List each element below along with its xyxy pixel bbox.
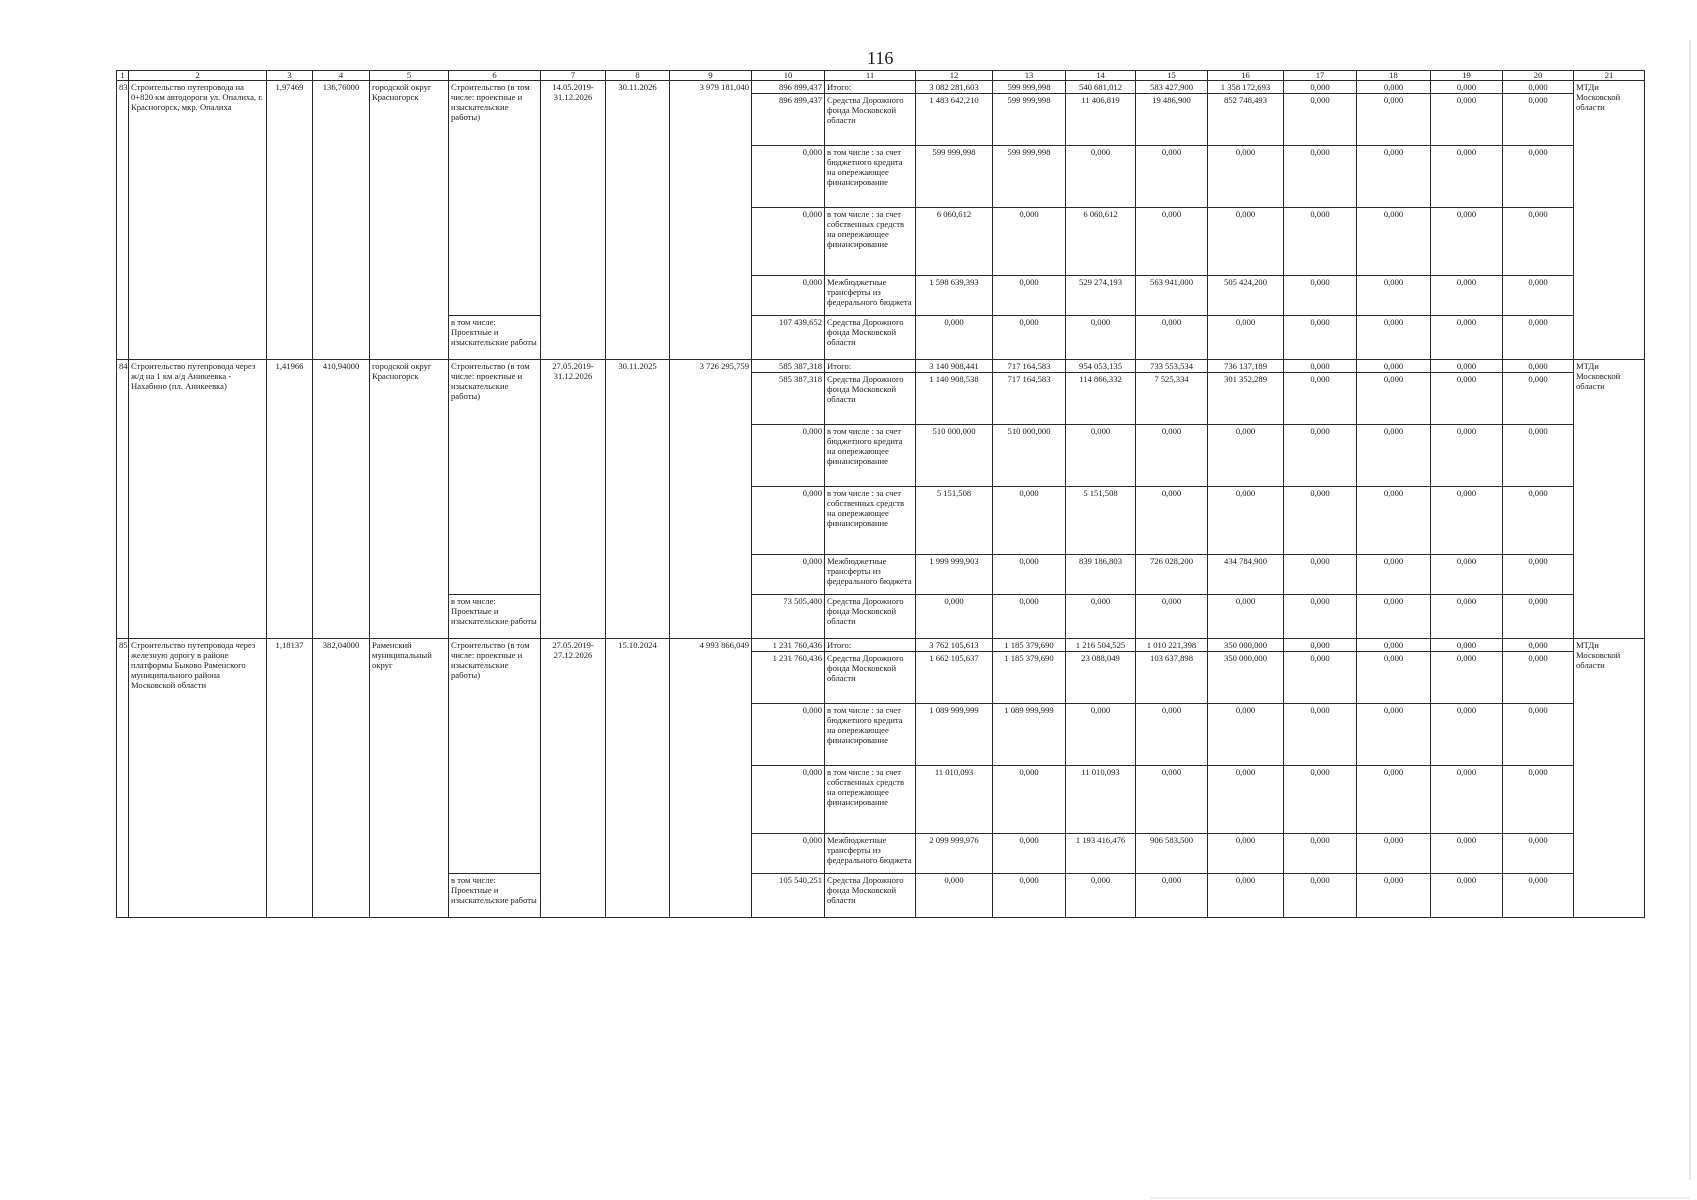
amount-cell: 0,000	[1431, 81, 1503, 94]
amount-cell: 0,000	[1136, 146, 1208, 208]
project-name: Строительство путепровода через ж/д на 1 км а/д Аникеевка - Нахабино (пл. Аникеевка)	[129, 360, 267, 639]
amount-cell: 0,000	[1357, 94, 1431, 146]
column-header: 19	[1431, 71, 1503, 81]
amount-cell: 0,000	[993, 766, 1066, 834]
amount-cell: 0,000	[1357, 555, 1431, 595]
amount-cell: 0,000	[1066, 146, 1136, 208]
amount-cell: 0,000	[1357, 425, 1431, 487]
completion-date: 15.10.2024	[606, 639, 670, 918]
amount-cell: 103 637,898	[1136, 652, 1208, 704]
amount-cell: 599 999,998	[993, 146, 1066, 208]
amount-cell: 1 999 999,903	[916, 555, 993, 595]
prior-funding: 585 387,318	[752, 373, 825, 425]
amount-cell: 0,000	[1503, 360, 1574, 373]
column-header: 7	[541, 71, 606, 81]
total-cost: 4 993 866,049	[670, 639, 752, 918]
funding-source: в том числе : за счет собственных средств на опережающее финансирование	[825, 766, 916, 834]
amount-cell: 0,000	[1503, 316, 1574, 360]
funding-source: Итого:	[825, 360, 916, 373]
column-header: 17	[1284, 71, 1357, 81]
amount-cell: 0,000	[1503, 146, 1574, 208]
amount-cell: 0,000	[1066, 595, 1136, 639]
amount-cell: 0,000	[1208, 425, 1284, 487]
work-type-design: в том числе: Проектные и изыскательские работы	[449, 316, 541, 360]
column-header: 20	[1503, 71, 1574, 81]
work-type: Строительство (в том числе: проектные и изыскательские работы)	[449, 360, 541, 595]
amount-cell: 0,000	[1357, 276, 1431, 316]
amount-cell: 0,000	[1357, 639, 1431, 652]
amount-cell: 0,000	[1284, 146, 1357, 208]
amount-cell: 0,000	[1357, 360, 1431, 373]
amount-cell: 0,000	[1136, 874, 1208, 918]
column-header: 16	[1208, 71, 1284, 81]
column-header: 9	[670, 71, 752, 81]
amount-cell: 0,000	[1208, 316, 1284, 360]
amount-cell: 1 185 379,690	[993, 639, 1066, 652]
table-row	[117, 360, 1645, 373]
amount-cell: 0,000	[916, 874, 993, 918]
prior-funding: 1 231 760,436	[752, 639, 825, 652]
amount-cell: 0,000	[1284, 94, 1357, 146]
column-header: 18	[1357, 71, 1431, 81]
amount-cell: 0,000	[1136, 425, 1208, 487]
amount-cell: 0,000	[1284, 81, 1357, 94]
amount-cell: 717 164,583	[993, 373, 1066, 425]
amount-cell: 505 424,200	[1208, 276, 1284, 316]
prior-funding: 0,000	[752, 208, 825, 276]
amount-cell: 599 999,998	[993, 81, 1066, 94]
prior-funding: 107 439,652	[752, 316, 825, 360]
amount-cell: 0,000	[1357, 373, 1431, 425]
project-name: Строительство путепровода через железную дорогу в районе платформы Быково Раменского муниципального района Московской области	[129, 639, 267, 918]
prior-funding: 1 231 760,436	[752, 652, 825, 704]
municipality: городской округ Красногорск	[370, 360, 449, 639]
amount-cell: 19 486,900	[1136, 94, 1208, 146]
amount-cell: 540 681,012	[1066, 81, 1136, 94]
row-number: 85	[117, 639, 129, 918]
prior-funding: 0,000	[752, 834, 825, 874]
amount-cell: 0,000	[1503, 276, 1574, 316]
completion-date: 30.11.2025	[606, 360, 670, 639]
work-type-design: в том числе: Проектные и изыскательские работы	[449, 595, 541, 639]
amount-cell: 599 999,998	[916, 146, 993, 208]
amount-cell: 0,000	[916, 316, 993, 360]
column-header: 12	[916, 71, 993, 81]
amount-cell: 0,000	[1431, 146, 1503, 208]
area-value: 136,76000	[313, 81, 370, 360]
prior-funding: 0,000	[752, 555, 825, 595]
amount-cell: 23 088,049	[1066, 652, 1136, 704]
amount-cell: 0,000	[1503, 652, 1574, 704]
amount-cell: 0,000	[1066, 425, 1136, 487]
column-header: 4	[313, 71, 370, 81]
amount-cell: 0,000	[1284, 487, 1357, 555]
amount-cell: 0,000	[1503, 425, 1574, 487]
amount-cell: 0,000	[993, 487, 1066, 555]
amount-cell: 583 427,900	[1136, 81, 1208, 94]
prior-funding: 0,000	[752, 276, 825, 316]
funding-source: Межбюджетные трансферты из федерального бюджета	[825, 276, 916, 316]
amount-cell: 0,000	[1431, 595, 1503, 639]
column-header: 15	[1136, 71, 1208, 81]
amount-cell: 0,000	[1431, 208, 1503, 276]
column-header: 5	[370, 71, 449, 81]
column-header: 8	[606, 71, 670, 81]
amount-cell: 0,000	[1066, 874, 1136, 918]
amount-cell: 599 999,998	[993, 94, 1066, 146]
amount-cell: 0,000	[1136, 208, 1208, 276]
amount-cell: 0,000	[1208, 766, 1284, 834]
row-number: 84	[117, 360, 129, 639]
amount-cell: 0,000	[1284, 652, 1357, 704]
funding-source: в том числе : за счет собственных средств на опережающее финансирование	[825, 208, 916, 276]
amount-cell: 0,000	[1284, 555, 1357, 595]
funding-source: Средства Дорожного фонда Московской области	[825, 373, 916, 425]
responsible-body: МТДи Московской области	[1574, 81, 1645, 360]
amount-cell: 0,000	[1284, 316, 1357, 360]
amount-cell: 852 748,493	[1208, 94, 1284, 146]
amount-cell: 0,000	[1503, 373, 1574, 425]
column-header: 21	[1574, 71, 1645, 81]
amount-cell: 0,000	[1431, 487, 1503, 555]
amount-cell: 0,000	[1284, 704, 1357, 766]
amount-cell: 0,000	[1284, 373, 1357, 425]
amount-cell: 0,000	[1284, 360, 1357, 373]
column-header: 1	[117, 71, 129, 81]
total-cost: 3 726 295,759	[670, 360, 752, 639]
amount-cell: 0,000	[993, 595, 1066, 639]
municipality: городской округ Красногорск	[370, 81, 449, 360]
prior-funding: 896 899,437	[752, 94, 825, 146]
amount-cell: 6 060,612	[916, 208, 993, 276]
amount-cell: 0,000	[993, 276, 1066, 316]
amount-cell: 0,000	[1357, 766, 1431, 834]
amount-cell: 0,000	[1208, 834, 1284, 874]
prior-funding: 0,000	[752, 425, 825, 487]
column-header: 2	[129, 71, 267, 81]
amount-cell: 0,000	[1431, 373, 1503, 425]
amount-cell: 0,000	[1284, 208, 1357, 276]
amount-cell: 0,000	[1503, 81, 1574, 94]
column-header: 6	[449, 71, 541, 81]
amount-cell: 0,000	[1208, 704, 1284, 766]
amount-cell: 0,000	[1503, 704, 1574, 766]
capacity-value: 1,41966	[267, 360, 313, 639]
prior-funding: 0,000	[752, 704, 825, 766]
work-period: 27.05.2019-27.12.2026	[541, 639, 606, 918]
project-name: Строительство путепровода на 0+820 км автодороги ул. Опалиха, г. Красногорск, мкр. Опалиха	[129, 81, 267, 360]
amount-cell: 0,000	[1431, 555, 1503, 595]
amount-cell: 0,000	[1431, 276, 1503, 316]
funding-source: Средства Дорожного фонда Московской области	[825, 595, 916, 639]
amount-cell: 1 598 639,393	[916, 276, 993, 316]
amount-cell: 0,000	[1431, 834, 1503, 874]
responsible-body: МТДи Московской области	[1574, 360, 1645, 639]
financing-table	[116, 70, 1645, 918]
amount-cell: 726 028,200	[1136, 555, 1208, 595]
amount-cell: 3 140 908,441	[916, 360, 993, 373]
funding-source: Межбюджетные трансферты из федерального бюджета	[825, 834, 916, 874]
amount-cell: 0,000	[1136, 595, 1208, 639]
funding-source: Итого:	[825, 639, 916, 652]
amount-cell: 0,000	[1431, 360, 1503, 373]
amount-cell: 0,000	[1208, 595, 1284, 639]
amount-cell: 510 000,000	[993, 425, 1066, 487]
amount-cell: 0,000	[1431, 94, 1503, 146]
table-row	[117, 81, 1645, 94]
page-number: 116	[867, 48, 894, 68]
amount-cell: 733 553,534	[1136, 360, 1208, 373]
amount-cell: 0,000	[1357, 874, 1431, 918]
amount-cell: 7 525,334	[1136, 373, 1208, 425]
amount-cell: 0,000	[1431, 639, 1503, 652]
column-header: 11	[825, 71, 916, 81]
amount-cell: 0,000	[1431, 874, 1503, 918]
amount-cell: 11 406,819	[1066, 94, 1136, 146]
prior-funding: 73 505,400	[752, 595, 825, 639]
amount-cell: 0,000	[1503, 555, 1574, 595]
funding-source: в том числе : за счет бюджетного кредита на опережающее финансирование	[825, 425, 916, 487]
municipality: Раменский муниципальный округ	[370, 639, 449, 918]
funding-source: в том числе : за счет бюджетного кредита на опережающее финансирование	[825, 146, 916, 208]
amount-cell: 0,000	[1284, 425, 1357, 487]
amount-cell: 11 010,093	[1066, 766, 1136, 834]
amount-cell: 1 140 908,538	[916, 373, 993, 425]
amount-cell: 5 151,508	[916, 487, 993, 555]
amount-cell: 0,000	[1284, 766, 1357, 834]
amount-cell: 1 358 172,693	[1208, 81, 1284, 94]
amount-cell: 0,000	[1503, 834, 1574, 874]
funding-source: Средства Дорожного фонда Московской области	[825, 652, 916, 704]
prior-funding: 0,000	[752, 766, 825, 834]
table-row	[117, 639, 1645, 652]
amount-cell: 350 000,000	[1208, 652, 1284, 704]
amount-cell: 563 941,000	[1136, 276, 1208, 316]
amount-cell: 0,000	[1431, 766, 1503, 834]
funding-source: в том числе : за счет собственных средств на опережающее финансирование	[825, 487, 916, 555]
amount-cell: 0,000	[1503, 766, 1574, 834]
amount-cell: 0,000	[1431, 425, 1503, 487]
amount-cell: 1 216 504,525	[1066, 639, 1136, 652]
amount-cell: 1 089 999,999	[916, 704, 993, 766]
amount-cell: 0,000	[916, 595, 993, 639]
prior-funding: 0,000	[752, 487, 825, 555]
amount-cell: 0,000	[1066, 316, 1136, 360]
funding-source: Средства Дорожного фонда Московской области	[825, 94, 916, 146]
column-number-row	[117, 71, 1645, 81]
responsible-body: МТДи Московской области	[1574, 639, 1645, 918]
work-period: 14.05.2019-31.12.2026	[541, 81, 606, 360]
capacity-value: 1,18137	[267, 639, 313, 918]
amount-cell: 0,000	[1431, 652, 1503, 704]
amount-cell: 717 164,583	[993, 360, 1066, 373]
amount-cell: 0,000	[1431, 316, 1503, 360]
amount-cell: 0,000	[1208, 208, 1284, 276]
amount-cell: 6 060,612	[1066, 208, 1136, 276]
amount-cell: 0,000	[1503, 208, 1574, 276]
amount-cell: 0,000	[1431, 704, 1503, 766]
amount-cell: 1 089 999,999	[993, 704, 1066, 766]
amount-cell: 0,000	[1357, 208, 1431, 276]
amount-cell: 0,000	[1503, 595, 1574, 639]
amount-cell: 3 762 105,613	[916, 639, 993, 652]
row-number: 83	[117, 81, 129, 360]
amount-cell: 0,000	[1503, 874, 1574, 918]
funding-source: Межбюджетные трансферты из федерального бюджета	[825, 555, 916, 595]
amount-cell: 1 193 416,476	[1066, 834, 1136, 874]
completion-date: 30.11.2026	[606, 81, 670, 360]
amount-cell: 0,000	[993, 834, 1066, 874]
column-header: 13	[993, 71, 1066, 81]
amount-cell: 0,000	[1208, 146, 1284, 208]
prior-funding: 585 387,318	[752, 360, 825, 373]
amount-cell: 0,000	[993, 555, 1066, 595]
amount-cell: 0,000	[1503, 487, 1574, 555]
funding-source: Средства Дорожного фонда Московской области	[825, 316, 916, 360]
amount-cell: 0,000	[1503, 639, 1574, 652]
funding-source: Итого:	[825, 81, 916, 94]
area-value: 382,04000	[313, 639, 370, 918]
amount-cell: 0,000	[993, 208, 1066, 276]
amount-cell: 0,000	[993, 874, 1066, 918]
amount-cell: 0,000	[1136, 316, 1208, 360]
amount-cell: 0,000	[993, 316, 1066, 360]
column-header: 14	[1066, 71, 1136, 81]
amount-cell: 0,000	[1357, 316, 1431, 360]
amount-cell: 0,000	[1357, 595, 1431, 639]
amount-cell: 114 866,332	[1066, 373, 1136, 425]
amount-cell: 0,000	[1357, 652, 1431, 704]
amount-cell: 510 000,000	[916, 425, 993, 487]
amount-cell: 1 662 105,637	[916, 652, 993, 704]
amount-cell: 0,000	[1357, 487, 1431, 555]
amount-cell: 0,000	[1208, 874, 1284, 918]
amount-cell: 0,000	[1284, 639, 1357, 652]
column-header: 3	[267, 71, 313, 81]
work-type: Строительство (в том числе: проектные и изыскательские работы)	[449, 639, 541, 874]
amount-cell: 0,000	[1503, 94, 1574, 146]
funding-source: Средства Дорожного фонда Московской области	[825, 874, 916, 918]
prior-funding: 105 540,251	[752, 874, 825, 918]
amount-cell: 350 000,000	[1208, 639, 1284, 652]
prior-funding: 0,000	[752, 146, 825, 208]
amount-cell: 0,000	[1357, 834, 1431, 874]
prior-funding: 896 899,437	[752, 81, 825, 94]
amount-cell: 2 099 999,976	[916, 834, 993, 874]
amount-cell: 0,000	[1136, 766, 1208, 834]
total-cost: 3 979 181,040	[670, 81, 752, 360]
amount-cell: 0,000	[1208, 487, 1284, 555]
amount-cell: 0,000	[1284, 595, 1357, 639]
amount-cell: 5 151,508	[1066, 487, 1136, 555]
amount-cell: 0,000	[1066, 704, 1136, 766]
amount-cell: 0,000	[1136, 704, 1208, 766]
work-type: Строительство (в том числе: проектные и изыскательские работы)	[449, 81, 541, 316]
amount-cell: 0,000	[1357, 704, 1431, 766]
capacity-value: 1,97469	[267, 81, 313, 360]
work-type-design: в том числе: Проектные и изыскательские работы	[449, 874, 541, 918]
work-period: 27.05.2019-31.12.2026	[541, 360, 606, 639]
amount-cell: 529 274,193	[1066, 276, 1136, 316]
amount-cell: 0,000	[1357, 146, 1431, 208]
amount-cell: 1 010 221,398	[1136, 639, 1208, 652]
amount-cell: 1 483 642,210	[916, 94, 993, 146]
column-header: 10	[752, 71, 825, 81]
amount-cell: 301 352,289	[1208, 373, 1284, 425]
amount-cell: 0,000	[1136, 487, 1208, 555]
area-value: 410,94000	[313, 360, 370, 639]
amount-cell: 0,000	[1284, 834, 1357, 874]
amount-cell: 839 186,803	[1066, 555, 1136, 595]
amount-cell: 954 053,135	[1066, 360, 1136, 373]
amount-cell: 736 137,189	[1208, 360, 1284, 373]
amount-cell: 0,000	[1284, 874, 1357, 918]
funding-source: в том числе : за счет бюджетного кредита на опережающее финансирование	[825, 704, 916, 766]
amount-cell: 11 010,093	[916, 766, 993, 834]
amount-cell: 906 583,500	[1136, 834, 1208, 874]
amount-cell: 434 784,900	[1208, 555, 1284, 595]
amount-cell: 0,000	[1357, 81, 1431, 94]
amount-cell: 3 082 281,603	[916, 81, 993, 94]
amount-cell: 1 185 379,690	[993, 652, 1066, 704]
amount-cell: 0,000	[1284, 276, 1357, 316]
